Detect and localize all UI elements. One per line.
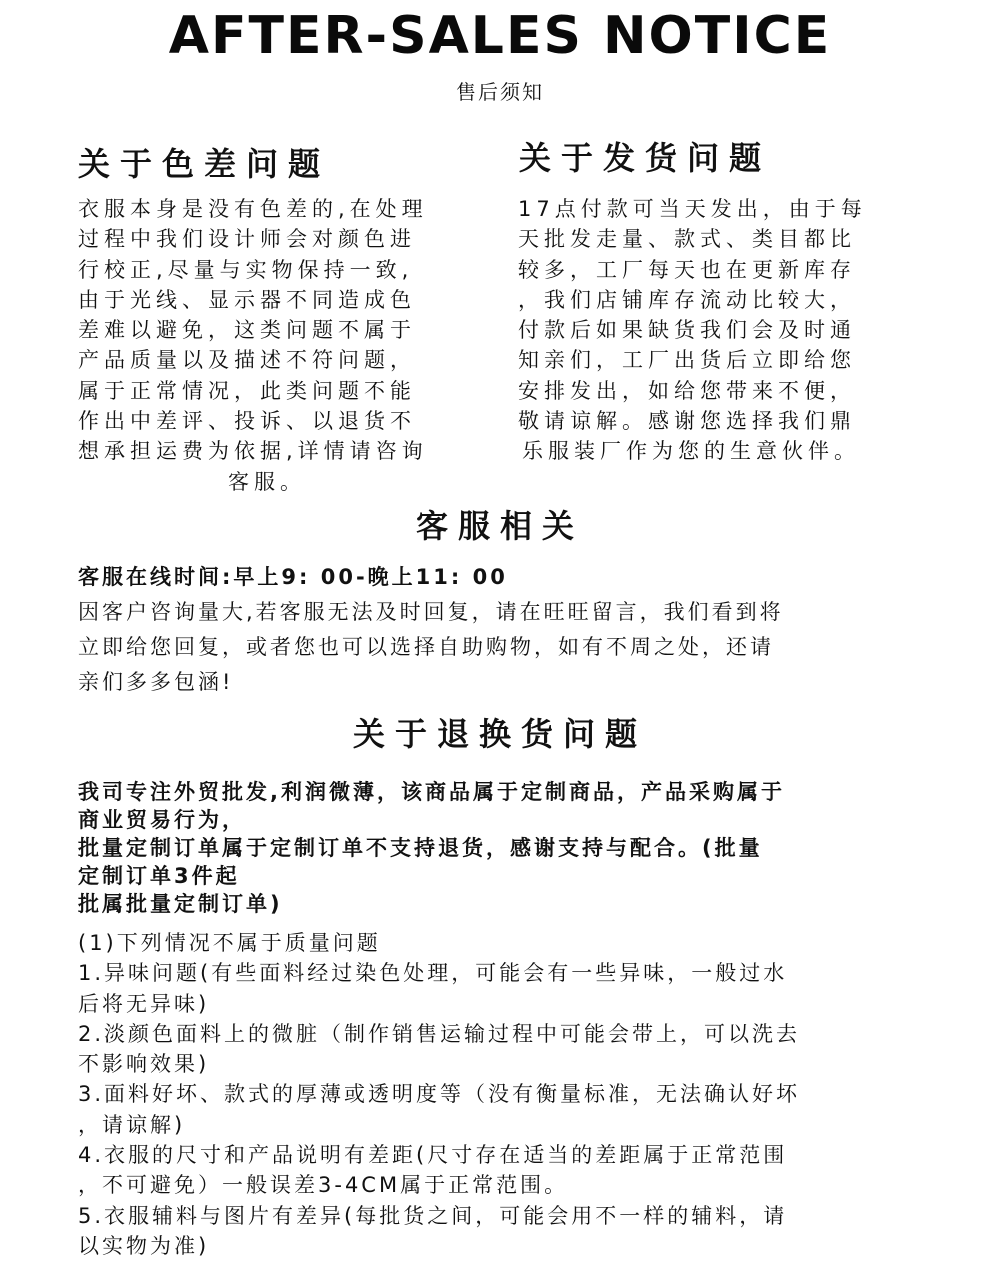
return-line: (1)下列情况不属于质量问题 xyxy=(78,931,381,955)
shipping-line: 17点付款可当天发出，由于每 xyxy=(518,197,867,221)
color-line: 客服。 xyxy=(228,469,306,494)
shipping-line: 天批发走量、款式、类目都比 xyxy=(518,227,856,252)
color-line: 行校正,尽量与实物保持一致, xyxy=(78,257,414,282)
return-bold-line: 批属批量定制订单) xyxy=(78,892,283,916)
shipping-line: 知亲们，工厂出货后立即给您 xyxy=(518,348,856,373)
color-line: 由于光线、显示器不同造成色 xyxy=(78,287,416,312)
return-bold-line: 商业贸易行为， xyxy=(78,808,246,832)
shipping-line: ，我们店铺库存流动比较大， xyxy=(518,287,856,312)
service-section-heading: 客服相关 xyxy=(415,507,584,545)
shipping-section-body xyxy=(518,194,938,467)
return-line: 2.淡颜色面料上的微脏（制作销售运输过程中可能会带上，可以洗去 xyxy=(78,1021,801,1046)
color-line: 想承担运费为依据,详情请咨询 xyxy=(78,439,428,464)
return-policy-list xyxy=(78,928,928,1261)
service-line: 亲们多多包涵! xyxy=(78,670,234,694)
shipping-line: 付款后如果缺货我们会及时通 xyxy=(518,318,856,343)
color-line: 属于正常情况，此类问题不能 xyxy=(78,378,416,403)
shipping-line: 安排发出，如给您带来不便， xyxy=(518,378,856,403)
color-section-heading: 关于色差问题 xyxy=(78,145,331,183)
return-section-heading: 关于退换货问题 xyxy=(352,715,647,753)
return-line: 1.异味问题(有些面料经过染色处理，可能会有一些异味，一般过水 xyxy=(78,961,788,986)
color-line: 差难以避免，这类问题不属于 xyxy=(78,318,416,343)
color-line: 产品质量以及描述不符问题， xyxy=(78,348,416,373)
return-line: 5.衣服辅料与图片有差异(每批货之间，可能会用不一样的辅料，请 xyxy=(78,1203,788,1228)
page-title: AFTER-SALES NOTICE xyxy=(168,6,832,66)
page-subtitle: 售后须知 xyxy=(456,80,544,104)
return-line: ，不可避免）一般误差3-4CM属于正常范围。 xyxy=(78,1173,569,1198)
service-hours: 客服在线时间:早上9: 00-晚上11: 00 xyxy=(78,565,508,589)
return-line: 不影响效果) xyxy=(78,1052,210,1077)
shipping-line: 乐服装厂作为您的生意伙伴。 xyxy=(522,439,860,464)
return-line: 4.衣服的尺寸和产品说明有差距(尺寸存在适当的差距属于正常范围 xyxy=(78,1143,788,1168)
return-line: 3.面料好坏、款式的厚薄或透明度等（没有衡量标准，无法确认好坏 xyxy=(78,1082,801,1107)
color-section-body xyxy=(78,194,478,497)
return-bold-line: 我司专注外贸批发,利润微薄，该商品属于定制商品，产品采购属于 xyxy=(78,780,785,804)
service-line: 因客户咨询量大,若客服无法及时回复，请在旺旺留言，我们看到将 xyxy=(78,600,784,624)
shipping-line: 较多，工厂每天也在更新库存 xyxy=(518,257,856,282)
shipping-section-heading: 关于发货问题 xyxy=(519,139,772,177)
return-line: 以实物为准) xyxy=(78,1233,210,1258)
color-line: 衣服本身是没有色差的,在处理 xyxy=(78,197,428,221)
return-line: ，请谅解) xyxy=(78,1112,186,1137)
service-line: 立即给您回复，或者您也可以选择自助购物，如有不周之处，还请 xyxy=(78,635,774,659)
return-line: 后将无异味) xyxy=(78,991,210,1016)
return-policy-bold xyxy=(78,778,928,918)
color-line: 作出中差评、投诉、以退货不 xyxy=(78,409,416,434)
return-bold-line: 批量定制订单属于定制订单不支持退货，感谢支持与配合。(批量 xyxy=(78,836,763,860)
shipping-line: 敬请谅解。感谢您选择我们鼎 xyxy=(518,409,856,434)
return-bold-line: 定制订单3件起 xyxy=(78,864,240,888)
service-section-body xyxy=(78,560,928,700)
color-line: 过程中我们设计师会对颜色进 xyxy=(78,227,416,252)
